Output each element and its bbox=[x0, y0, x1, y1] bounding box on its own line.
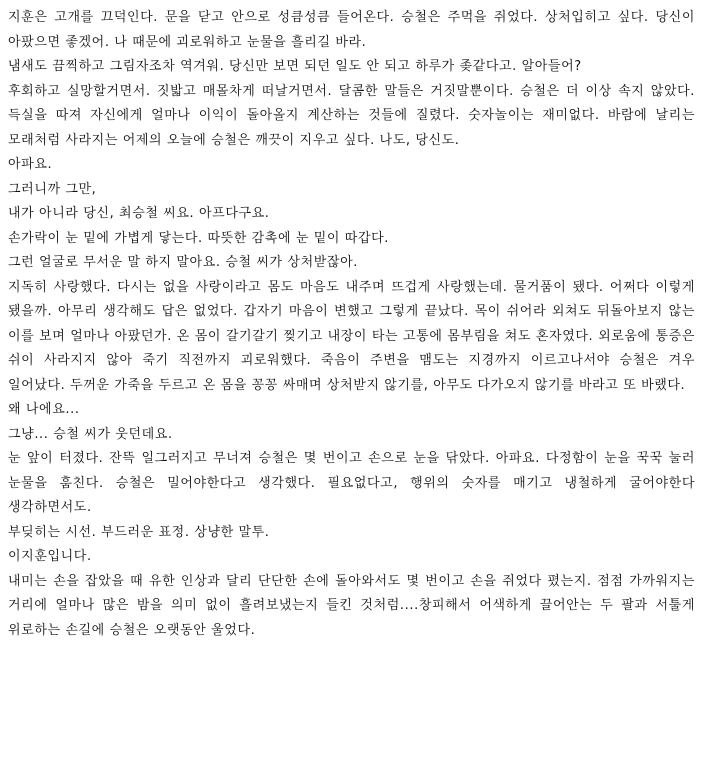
paragraph: 부딪히는 시선. 부드러운 표정. 상냥한 말투. bbox=[8, 524, 270, 540]
paragraph: 왜 나에요... bbox=[8, 402, 80, 417]
paragraph: 내가 아니라 당신, 최승철 씨요. 아프다구요. bbox=[8, 206, 270, 221]
paragraph: 이지훈입니다. bbox=[8, 549, 92, 564]
paragraph: 눈 앞이 터졌다. 잔뜩 일그러지고 무너져 승철은 몇 번이고 손으로 눈을 닦았다. 아파요. 다정함이 눈을 꾹꾹 눌러 눈물을 훔친다. 승철은 밀어야한다고 생각했다. 필요없다고, 행위의 숫자를 매기고 냉철하게 굴어야한다 생각하면서도. bbox=[8, 451, 695, 515]
paragraph: 손가락이 눈 밑에 가볍게 닿는다. 따뜻한 감촉에 눈 밑이 따갑다. bbox=[8, 230, 390, 246]
paragraph: 지훈은 고개를 끄덕인다. 문을 닫고 안으로 성큼성큼 들어온다. 승철은 주먹을 쥐었다. 상처입히고 싶다. 당신이 아팠으면 좋겠어. 나 때문에 괴로워하고 눈물을 흘리길 바라. bbox=[8, 10, 695, 50]
paragraph: 그러니까 그만, bbox=[8, 181, 97, 197]
paragraph: 지독히 사랑했다. 다시는 없을 사랑이라고 몸도 마음도 내주며 뜨겁게 사랑했는데. 물거품이 됐다. 어쩌다 이렇게 됐을까. 아무리 생각해도 답은 없었다. 갑자기 마음이 변했고 그렇게 끝났다. 목이 쉬어라 외쳐도 뒤돌아보지 않는 이를 보며 얼마나 아팠던가. 온 몸이 갈기갈기 찢기고 내장이 타는 고통에 몸부림을 쳐도 혼자였다. 외로움에 통증은 쉬이 사라지지 않아 죽기 직전까지 괴로워했다. 죽음이 주변을 맴도는 지경까지 이르고나서야 승철은 겨우 일어났다. 두꺼운 가죽을 두르고 온 몸을 꽁꽁 싸매며 상처받지 않기를, 아무도 다가오지 않기를 바라고 또 바랬다. bbox=[8, 279, 695, 393]
paragraph: 후회하고 실망할거면서. 짓밟고 매몰차게 떠날거면서. 달콤한 말들은 거짓말뿐이다. 승철은 더 이상 속지 않았다. 득실을 따져 자신에게 얼마나 이익이 돌아올지 계산하는 것들에 질렸다. 숫자놀이는 재미없다. 바람에 날리는 모래처럼 사라지는 어제의 오늘에 승철은 깨끗이 지우고 싶다. 나도, 당신도. bbox=[8, 83, 695, 148]
paragraph: 아파요. bbox=[8, 157, 53, 172]
paragraph: 내미는 손을 잡았을 때 유한 인상과 달리 단단한 손에 돌아와서도 몇 번이고 손을 쥐었다 폈는지. 점점 가까워지는 거리에 얼마나 많은 밤을 의미 없이 흘려보냈는지 들킨 것처럼....창피해서 어색하게 끌어안는 두 팔과 서툴게 위로하는 손길에 승철은 오랫동안 울었다. bbox=[8, 573, 695, 638]
paragraph: 그런 얼굴로 무서운 말 하지 말아요. 승철 씨가 상처받잖아. bbox=[8, 255, 358, 270]
paragraph: 그냥... 승철 씨가 웃던데요. bbox=[8, 426, 173, 442]
paragraph: 냄새도 끔찍하고 그림자조차 역겨워. 당신만 보면 되던 일도 안 되고 하루가 좆같다고. 알아들어? bbox=[8, 59, 582, 74]
